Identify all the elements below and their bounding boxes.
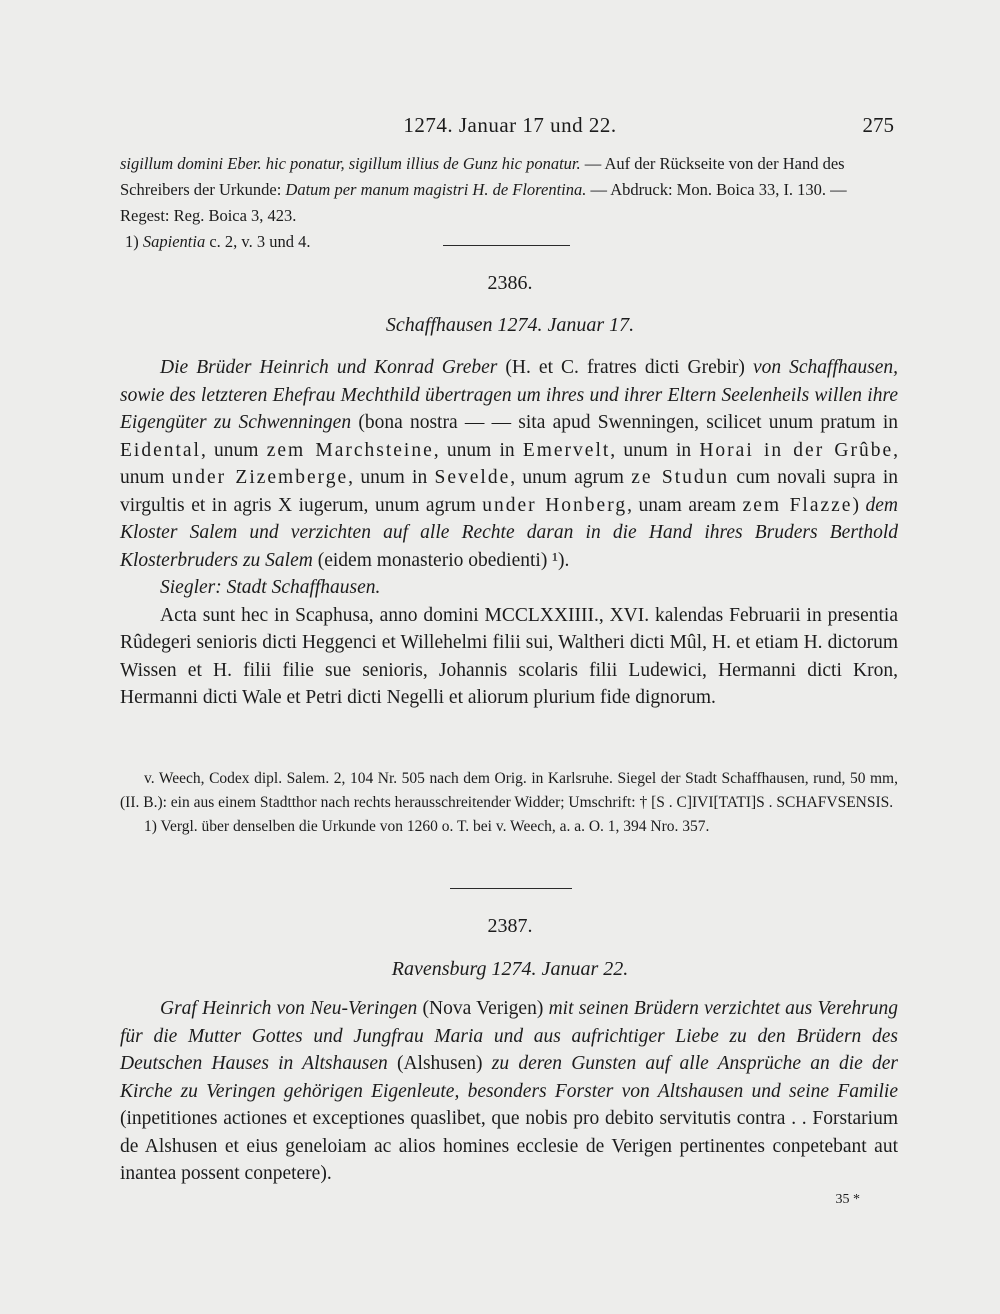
source-note: v. Weech, Codex dipl. Salem. 2, 104 Nr. 505 nach dem Orig. in Karlsruhe. Siegel der Stadt Schaffhausen, rund, 50 mm, (II. B.): ein aus einem Stadtthor nach rechts herausschreitender Widder; Umschrift: † [S . C]IVI[TATI]S . SCHAFVSENSIS. xyxy=(120,770,898,811)
place-name: zem Marchsteine xyxy=(266,439,434,461)
note-text: Schreibers der Urkunde: xyxy=(120,180,286,199)
regest-latin: (eidem monasterio obedienti) ¹). xyxy=(312,549,570,571)
separator-rule xyxy=(443,245,570,246)
previous-document-notes xyxy=(120,151,898,255)
regest-latin: (inpetitiones actiones et exceptiones quaslibet, que nobis pro debito servitutis contra . . Forstarium de Alshusen et eius geneloiam ac alios homines ecclesie de Verigen pertinentes conpetebant aut inantea possent conpetere). xyxy=(120,1108,898,1184)
regest-latin: (H. et C. fratres dicti Grebir) xyxy=(497,357,753,378)
regest-latin: , unum agrum xyxy=(510,467,632,488)
note-text: — Abdruck: Mon. Boica 33, I. 130. — xyxy=(586,180,847,199)
siegler-text: Siegler: Stadt Schaffhausen. xyxy=(160,577,381,598)
separator-rule xyxy=(450,888,572,889)
siegler-line xyxy=(120,574,898,602)
note-text: — Auf der Rückseite von der Hand des xyxy=(580,154,845,173)
document-number: 2387. xyxy=(487,915,533,937)
place-name: Emervelt xyxy=(522,439,611,461)
regest-2387 xyxy=(120,995,898,1188)
place-name: ze Studun xyxy=(631,467,730,488)
running-header xyxy=(120,113,900,143)
regest-italic: von Schaffhausen, sowie des letzteren Ehefrau Mechthild übertragen um ihres und ihrer Eltern Seelenheils willen ihre Eigengüter zu Schwenningen xyxy=(120,357,899,433)
regest-italic: zu deren Gunsten auf alle Ansprüche an die der Kirche zu Veringen gehörigen Eigenleute, besonders Forster von Altshausen und seine Familie xyxy=(120,1053,898,1102)
acta-paragraph: Acta sunt hec in Scaphusa, anno domini MCCLXXIIII., XVI. kalendas Februarii in presentia Rûdegeri senioris dicti Heggenci et Willehelmi filii sui, Waltheri dicti Mûl, H. et etiam H. dictorum Wissen et H. filii filie sue senioris, Johannis scolaris filii Ludewici, Hermanni dicti Kron, Hermanni dicti Wale et Petri dicti Negelli et aliorum plurium fide dignorum. xyxy=(120,604,898,708)
place-name: Horai in der Grûbe xyxy=(699,439,894,461)
regest-latin: ) xyxy=(852,494,866,516)
footnote-marker: 1) xyxy=(125,232,143,251)
place-name: Sevelde xyxy=(434,467,511,488)
regest-paragraph xyxy=(120,995,898,1188)
place-name: under Honberg xyxy=(482,494,628,516)
regest-paragraph xyxy=(120,354,898,574)
regest-italic: dem Kloster Salem und verzichten auf alle Rechte daran in die Hand ihres Bruders Berthold Klosterbruders zu Salem xyxy=(120,494,899,571)
regest-italic: Graf Heinrich von Neu-Veringen xyxy=(160,998,418,1019)
place-name: zem Flazze xyxy=(742,494,853,516)
regest-latin: , unum in xyxy=(610,439,700,461)
page-number: 275 xyxy=(862,113,894,137)
regest-latin: , unum xyxy=(120,439,899,488)
regest-latin: , unum in xyxy=(348,467,435,488)
signature-mark: 35 * xyxy=(835,1192,860,1207)
note-line xyxy=(120,177,898,203)
regest-2386 xyxy=(120,354,898,712)
source-notes-2386 xyxy=(120,767,898,839)
place-name: Eidental xyxy=(120,439,201,461)
note-italic: sigillum domini Eber. hic ponatur, sigillum illius de Gunz hic ponatur. xyxy=(120,154,581,173)
regest-latin: (Nova Verigen) xyxy=(417,998,549,1019)
place-date: Ravensburg 1274. Januar 22. xyxy=(391,958,629,980)
regest-latin: , unum in xyxy=(433,439,523,461)
footnote-text: c. 2, v. 3 und 4. xyxy=(205,232,311,251)
note-line: Regest: Reg. Boica 3, 423. xyxy=(120,206,297,225)
note-line xyxy=(120,151,898,177)
footnote xyxy=(120,229,898,255)
place-name: under Zizemberge xyxy=(171,467,349,488)
footnote-italic: Sapientia xyxy=(142,232,206,251)
note-italic: Datum per manum magistri H. de Florentina. xyxy=(285,180,587,199)
document-number: 2386. xyxy=(487,272,533,294)
regest-latin: cum novali supra in virgultis et in agris X iugerum, unum agrum xyxy=(120,467,899,516)
regest-italic: mit seinen Brüdern verzichtet aus Verehrung für die Mutter Gottes und Jungfrau Maria und aus aufrichtiger Liebe zu den Brüdern des Deutschen Hauses in Altshausen xyxy=(120,998,898,1074)
regest-latin: (bona nostra — — sita apud Swenningen, scilicet unum pratum in xyxy=(351,412,898,433)
footnote: 1) Vergl. über denselben die Urkunde von 1260 o. T. bei v. Weech, a. a. O. 1, 394 Nro. 357. xyxy=(144,818,710,835)
place-date: Schaffhausen 1274. Januar 17. xyxy=(385,314,635,336)
regest-latin: , unum xyxy=(200,439,267,461)
regest-latin: (Alshusen) xyxy=(387,1053,492,1074)
regest-latin: , unam aream xyxy=(627,494,743,516)
regest-italic: Die Brüder Heinrich und Konrad Greber xyxy=(160,357,498,378)
running-title: 1274. Januar 17 und 22. xyxy=(403,113,617,137)
